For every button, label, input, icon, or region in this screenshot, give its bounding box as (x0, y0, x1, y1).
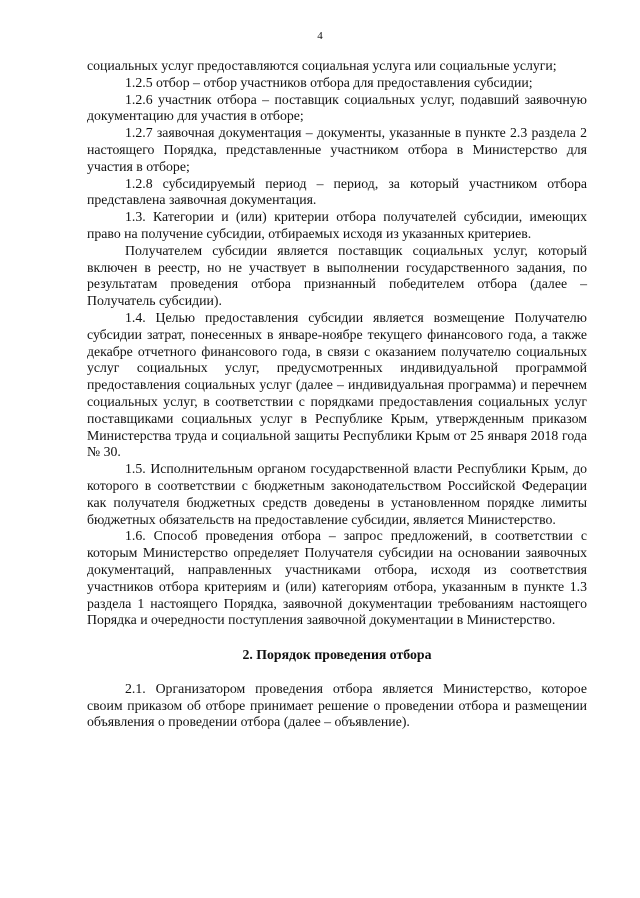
paragraph-2-1: 2.1. Организатором проведения отбора является Министерство, которое своим приказом об отборе принимает решение о проведении отбора и размещении объявления о проведении отбора (далее – объявление). (87, 680, 587, 730)
paragraph-1-3: 1.3. Категории и (или) критерии отбора получателей субсидии, имеющих право на получение субсидии, отбираемых исходя из указанных критериев. (87, 209, 587, 241)
paragraph-1-2-8: 1.2.8 субсидируемый период – период, за который участником отбора представлена заявочная документация. (87, 175, 587, 208)
paragraph-1-2-7: 1.2.7 заявочная документация – документы, указанные в пункте 2.3 раздела 2 настоящего Порядка, представленные участником отбора в Министерство для участия в отборе; (87, 125, 587, 174)
paragraph-1-2-5: 1.2.5 отбор – отбор участников отбора для предоставления субсидии; (125, 74, 533, 90)
paragraph-1-6: 1.6. Способ проведения отбора – запрос предложений, в соответствии с которым Министерство определяет Получателя субсидии на основании заявочных документаций, направленных участниками отбора, исходя из соответствия участников отбора критериям и (или) категориям отбора, указанным в пункте 1.3 раздела 1 настоящего Порядка, заявочной документации требованиям настоящего Порядка и очередности поступления заявочной документации в Министерство. (87, 528, 587, 628)
paragraph-1-5: 1.5. Исполнительным органом государственной власти Республики Крым, до которого в соответствии с бюджетным законодательством Российской Федерации как получателя бюджетных средств доведены в установленном порядке лимиты бюджетных обязательств на предоставление субсидии, является Министерство. (87, 461, 587, 527)
page-number: 4 (317, 30, 323, 42)
paragraph-1-2-6: 1.2.6 участник отбора – поставщик социальных услуг, подавший заявочную документацию для участия в отборе; (87, 91, 587, 124)
paragraph-1-4: 1.4. Целью предоставления субсидии является возмещение Получателю субсидии затрат, понесенных в январе-ноябре текущего финансового года, а также декабре отчетного финансового года, в связи с оказанием получателю социальных услуг социальных услуг, предусмотренных индивидуальной программой предоставления социальных услуг (далее – индивидуальная программа) и перечнем социальных услуг, в соответствии с порядками предоставления социальных услуг поставщиками социальных услуг в Республике Крым, утвержденным приказом Министерства труда и социальной защиты Республики Крым от 25 января 2018 года № 30. (87, 309, 587, 460)
document-body (87, 58, 587, 731)
section-heading: 2. Порядок проведения отбора (242, 647, 432, 663)
paragraph-recipient: Получателем субсидии является поставщик социальных услуг, который включен в реестр, но не участвует в выполнении государственного задания, по результатам проведения отбора признанный победителем отбора (далее – Получатель субсидии). (87, 242, 587, 309)
paragraph-continuation: социальных услуг предоставляются социальная услуга или социальные услуги; (87, 58, 557, 73)
